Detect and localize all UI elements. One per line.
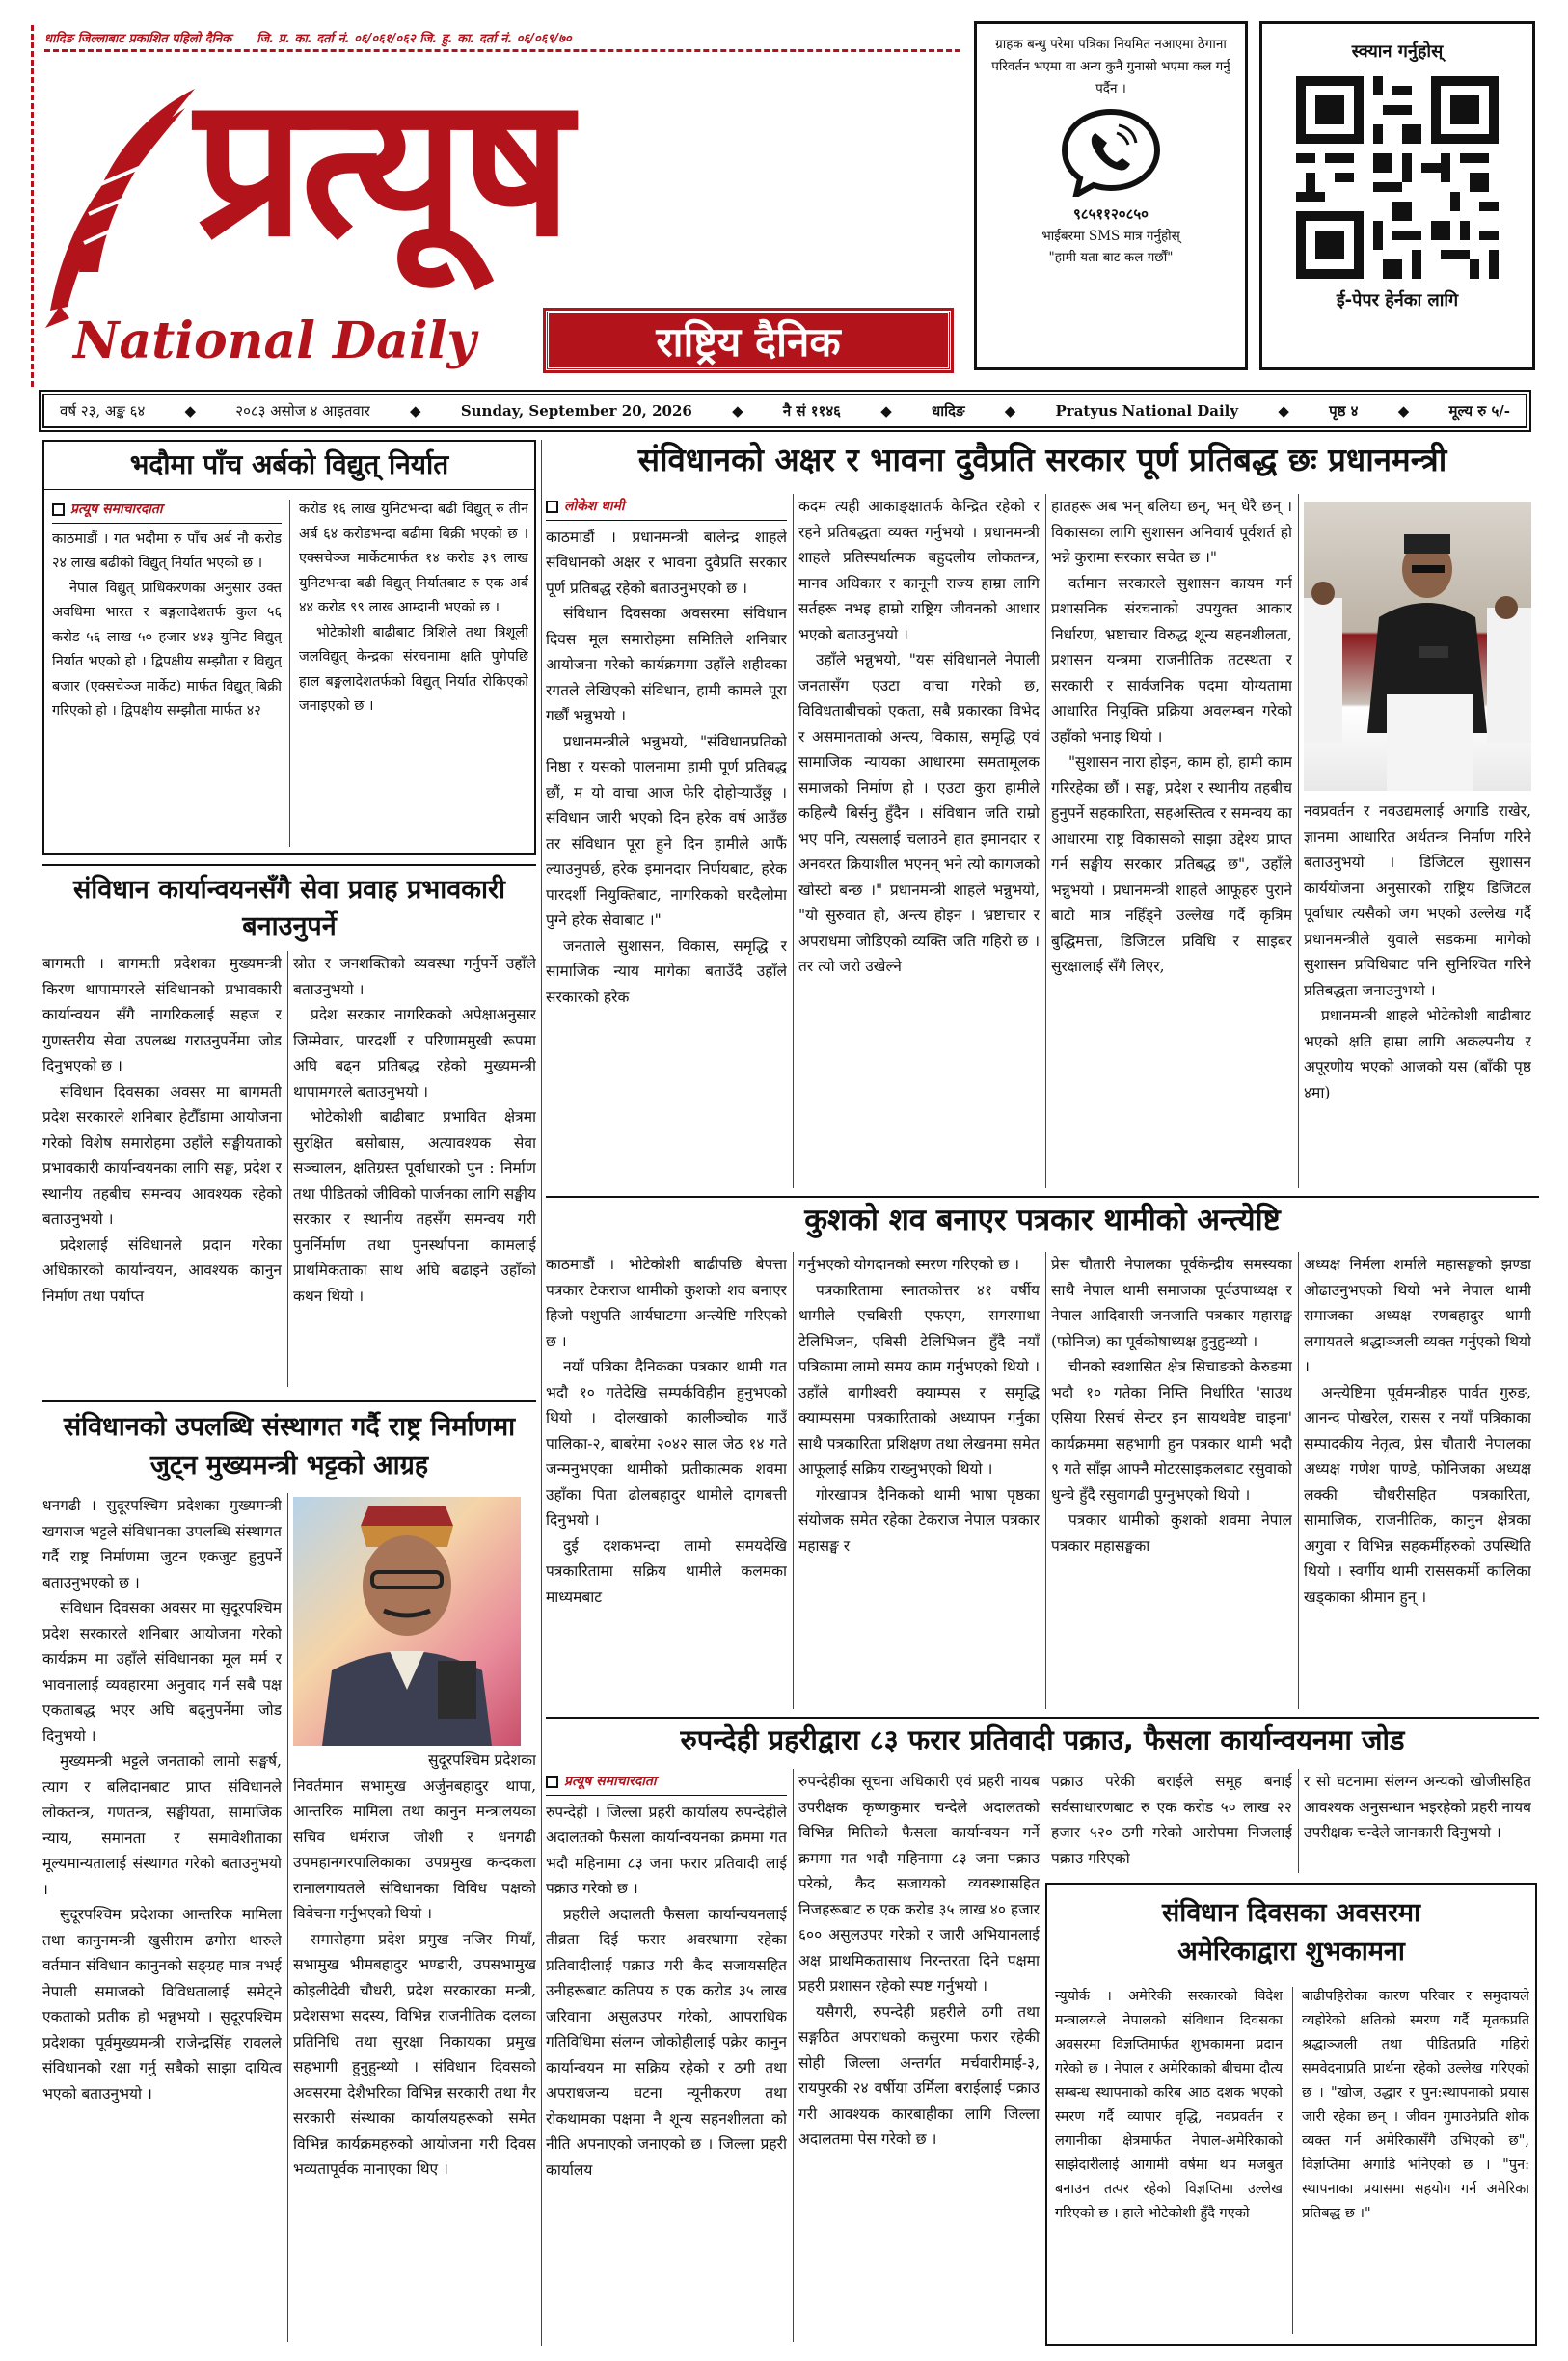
journalist-para-3: दुई दशकभन्दा लामो समयदेखि पत्रकारितामा सक्रिय थामीले कलमका माध्यमबाट (546, 1536, 787, 1606)
masthead-tagline: धादिङ जिल्लाबाट प्रकाशित पहिलो दैनिक (44, 31, 232, 46)
electricity-para-3: करोड १६ लाख युनिटभन्दा बढी विद्युत् रु तीन अर्ब ६४ करोडभन्दा बढीमा बिक्री भएको छ । एक्सचेञ्ज मार्केटमार्फत १४ करोड ३९ लाख युनिटभन्दा बढी विद्युत् निर्यातबाट रु एक अर्ब ४४ करोड ९९ लाख आम्दानी भएको छ । (299, 502, 528, 615)
headline-america: संविधान दिवसका अवसरमा अमेरिकाद्वारा शुभकामना (1161, 1898, 1421, 1967)
dateline-page: पृष्ठ ४ (1329, 402, 1359, 420)
qr-caption: ई-पेपर हेर्नका लागि (1336, 290, 1459, 311)
america-para-2: बाढीपहिरोका कारण परिवार र समुदायले व्यहोरेको क्षतिको स्मरण गर्दै मृतकप्रति श्रद्धाञ्जली तथा पीडितप्रति गहिरो समवेदनाप्रति प्रार्थना रहेको उल्लेख गरिएको छ । "खोज, उद्धार र पुन:स्थापनाको प्रयास जारी रहेका छन् । जीवन गुमाउनेप्रति शोक व्यक्त गर्न अमेरिकासँगै उभिएको छ", विज्ञप्तिमा अगाडि भनिएको छ । "पुन: स्थापनाका प्रयासमा सहयोग गर्न अमेरिका प्रतिबद्ध छ ।" (1302, 1989, 1529, 2221)
bagmati-para-5: प्रदेश सरकार नागरिकको अपेक्षाअनुसार जिम्मेवार, पारदर्शी र परिणाममुखी रूपमा अघि बढ्न प्रतिबद्ध रहेको मुख्यमन्त्री थापामगरले बताउनुभयो । (293, 1006, 536, 1100)
electricity-col-2 (299, 498, 528, 849)
rupandehi-col-2 (798, 1769, 1040, 2342)
constitution-pm-para-11: प्रधानमन्त्री शाहले भोटेकोशी बाढीबाट भएको क्षति हाम्रा लागि अकल्पनीय र अपूरणीय भएको आजको यस (बाँकी पृष्ठ ४मा) (1304, 1007, 1531, 1101)
masthead (31, 21, 962, 390)
constitution-pm-para-5: कदम त्यही आकाङ्क्षातर्फ केन्द्रित रहेको र रहने प्रतिबद्धता व्यक्त गर्नुभयो । प्रधानमन्त्री शाहले प्रतिस्पर्धात्मक बहुदलीय लोकतन्त्र, मानव अधिकार र कानूनी राज्य हाम्रा लागि सर्तहरू नभइ हाम्रो राष्ट्रिय जीवनको आधार भएको बताउनुभयो । (798, 498, 1040, 643)
rupandehi-para-6: र सो घटनामा संलग्न अन्यको खोजीसहित आवश्यक अनुसन्धान भइरहेको प्रहरी नायब उपरीक्षक चन्देले जानकारी दिनुभयो । (1304, 1773, 1531, 1841)
byline-electricity-text: प्रत्यूष समाचारदाता (70, 502, 163, 517)
america-col-1 (1055, 1985, 1283, 2338)
bagmati-para-6: भोटेकोशी बाढीबाट प्रभावित क्षेत्रमा सुरक्षित बसोबास, अत्यावश्यक सेवा सञ्चालन, क्षतिग्रस्त पूर्वाधारको पुन : निर्माण तथा पीडितको जीविको पार्जनका लागि सङ्घीय सरकार र स्थानीय तहसँग समन्वय गरी पुनर्निर्माण तथा पुनर्स्थापना कामलाई प्राथमिकताका साथ अघि बढाइने उहाँको कथन थियो । (293, 1108, 536, 1305)
qr-code-icon[interactable] (1296, 76, 1499, 279)
masthead-logo: प्रत्यूष (195, 53, 569, 280)
byline-constitution-pm-text: लोकेश धामी (564, 499, 625, 514)
sudurpaschim-para-6: समारोहमा प्रदेश प्रमुख नजिर मियाँ, सभामुख भीमबहादुर भण्डारी, उपसभामुख कोइलीदेवी चौधरी, प्रदेश सरकारका मन्त्री, प्रदेशसभा सदस्य, विभिन्न राजनीतिक दलका प्रतिनिधि तथा सुरक्षा निकायका प्रमुख सहभागी हुनुहुन्थ्यो । संविधान दिवसको अवसरमा देशैभरिका विभिन्न सरकारी तथा गैर सरकारी संस्थाका कार्यालयहरूको समेत विभिन्न कार्यक्रमहरुको आयोजना गरी दिवस भव्यतापूर्वक मानाएका थिए । (293, 1930, 536, 2178)
column-rule (1045, 1252, 1046, 1709)
constitution-pm-col-4 (1304, 799, 1531, 1219)
constitution-pm-col-3 (1051, 494, 1292, 1219)
column-rule (793, 1769, 794, 2342)
qr-title: स्क्यान गर्नुहोस् (1351, 41, 1444, 62)
constitution-pm-col-1 (546, 494, 787, 1219)
column-rule (1298, 1769, 1299, 1873)
byline-box-icon (546, 501, 558, 513)
byline-electricity (52, 498, 282, 524)
rupandehi-col-4 (1304, 1769, 1531, 1873)
column-rule (289, 500, 290, 847)
sudurpaschim-para-1: धनगढी । सुदूरपश्चिम प्रदेशका मुख्यमन्त्री खगराज भट्टले संविधानका उपलब्धि संस्थागत गर्दै राष्ट्र निर्माणमा जुटन एकजुट हुनुपर्ने बताउनुभएको छ । (42, 1497, 282, 1591)
column-rule (793, 1252, 794, 1709)
dateline-year: वर्ष २३, अङ्क ६४ (60, 402, 146, 420)
column-rule (1298, 1252, 1299, 1709)
rupandehi-col-3 (1051, 1769, 1292, 1873)
headline-bagmati: संविधान कार्यान्वयनसँगै सेवा प्रवाह प्रभावकारी बनाउनुपर्ने (72, 875, 506, 941)
byline-box-icon (546, 1776, 558, 1788)
journalist-col-2 (798, 1252, 1040, 1709)
masthead-subtitle: राष्ट्रिय दैनिक (656, 317, 841, 366)
masthead-subtitle-box (546, 311, 951, 370)
rupandehi-para-4: यसैगरी, रुपन्देही प्रहरीले ठगी तथा सङ्गठित अपराधको कसुरमा फरार रहेकी सोही जिल्ला अन्तर्गत मर्चवारीमाई-३, रायपुरकी २४ वर्षीया उर्मिला बराईलाई पक्राउ गरी आवश्यक कारबाहीका लागि जिल्ला अदालतमा पेस गरेको छ । (798, 2002, 1040, 2148)
constitution-pm-para-2: संविधान दिवसका अवसरमा संविधान दिवस मूल समारोहमा समितिले शनिबार आयोजना गरेको कार्यक्रममा उहाँले शहीदका रगतले लेखिएको संविधान, हामी कामले पूरा गर्छौं भन्नुभयो । (546, 605, 787, 724)
journalist-para-9: पत्रकार थामीको कुशको शवमा नेपाल पत्रकार महासङ्घका (1051, 1511, 1292, 1555)
quill-emblem-icon (41, 79, 204, 330)
qr-box (1259, 21, 1535, 370)
byline-box-icon (52, 503, 65, 516)
headline-journalist: कुशको शव बनाएर पत्रकार थामीको अन्त्येष्टि (804, 1203, 1281, 1237)
electricity-para-4: भोटेकोशी बाढीबाट त्रिशिले तथा त्रिशूली जलविद्युत् केन्द्रका संरचनामा क्षति पुगेपछि हाल बङ्गलादेशतर्फको विद्युत् निर्यात रोकिएको जनाइएको छ । (299, 624, 528, 714)
notice-text: ग्राहक बन्धु परेमा पत्रिका नियमित नआएमा ठेगाना परिवर्तन भएमा वा अन्य कुनै गुनासो भएमा कल गर्नु पर्दैन । (991, 37, 1230, 96)
rupandehi-para-1: रुपन्देही । जिल्ला प्रहरी कार्यालय रुपन्देहीले अदालतको फैसला कार्यान्वयनका क्रममा गत भदौ महिनामा ८३ जना फरार प्रतिवादी लाई पक्राउ गरेको छ । (546, 1803, 787, 1897)
electricity-para-1: काठमाडौं । गत भदौमा रु पाँच अर्ब नौ करोड २४ लाख बढीको विद्युत् निर्यात भएको छ । (52, 530, 282, 571)
sudurpaschim-para-4: सुदूरपश्चिम प्रदेशका आन्तरिक मामिला तथा कानुनमन्त्री खुसीराम ढगोरा थारुले वर्तमान संविधान कानुनको सङ्ग्रह मात्र नभई नेपाली समाजको विविधतालाई समेट्ने एकताको प्रतीक हो भन्नुभयो । सुदूरपश्चिम प्रदेशका पूर्वमुख्यमन्त्री राजेन्द्रसिंह रावलले संविधानको रक्षा गर्नु सबैको साझा दायित्व भएको बताउनुभयो । (42, 1906, 282, 2103)
dateline-reg-no: नै सं ११४६ (782, 402, 841, 420)
bagmati-col-1 (42, 951, 282, 1387)
column-rule (1292, 1987, 1293, 2334)
journalist-para-4: गर्नुभएको योगदानको स्मरण गरिएको छ । (798, 1256, 1020, 1273)
sudurpaschim-col-2 (293, 1748, 536, 2342)
section-rule (546, 1717, 1539, 1719)
byline-rupandehi (546, 1769, 787, 1796)
journalist-col-3 (1051, 1252, 1292, 1709)
section-rule (42, 864, 536, 866)
sudurpaschim-para-5: निवर्तमान सभामुख अर्जुनबहादुर थापा, आन्तरिक मामिला तथा कानुन मन्त्रालयका सचिव धर्मराज जोशी र धनगढी उपमहानगरपालिकाका उपप्रमुख कन्दकला रानालगायतले संविधानका विविध पक्षको विवेचना गर्नुभएको थियो । (293, 1777, 536, 1922)
notice-box (974, 21, 1248, 370)
dateline-paper-name: Pratyus National Daily (1055, 402, 1239, 420)
dateline-place: धादिङ (931, 402, 965, 420)
sudurpaschim-col-1 (42, 1493, 282, 2342)
journalist-para-10: अध्यक्ष निर्मला शर्माले महासङ्घको झण्डा ओढाउनुभएको थियो भने नेपाल थामी समाजका अध्यक्ष रणबहादुर थामी लगायतले श्रद्धाञ्जली व्यक्त गर्नुएको थियो । (1304, 1256, 1531, 1375)
dateline-price: मूल्य रु ५/- (1448, 402, 1510, 420)
electricity-col-1 (52, 498, 282, 849)
journalist-col-1 (546, 1252, 787, 1709)
journalist-col-4 (1304, 1252, 1531, 1709)
constitution-pm-para-10: नवप्रवर्तन र नवउद्यमलाई अगाडि राखेर, ज्ञानमा आधारित अर्थतन्त्र निर्माण गरिने बताउनुभयो । डिजिटल सुशासन कार्ययोजना अनुसारको राष्ट्रिय डिजिटल पूर्वाधार त्यसैको जग भएको उल्लेख गर्दै प्रधानमन्त्रीले युवाले सडकमा मागेको सुशासन प्रविधिबाट पनि सुनिश्चित गरिने प्रतिबद्धता जनाउनुभयो । (1304, 802, 1531, 999)
rupandehi-para-2: प्रहरीले अदालती फैसला कार्यान्वयनलाई तीव्रता दिई फरार अवस्थामा रहेका प्रतिवादीलाई पक्राउ गरी कैद सजायसहित उनीहरूबाट कतिपय रु एक करोड ३५ लाख जरिवाना असुलउपर गरेको, आपराधिक गतिविधिमा संलग्न जोकोहीलाई पक्रेर कानुन कार्यान्वयन मा सक्रिय रहेको र ठगी तथा अपराधजन्य घटना न्यूनीकरण तथा रोकथामका पक्षमा नै शून्य सहनशीलता को नीति अपनाएको जनाएको छ । जिल्ला प्रहरी कार्यालय (546, 1905, 787, 2179)
bagmati-para-3: प्रदेशलाई संविधानले प्रदान गरेका अधिकारको कार्यान्वयन, आवश्यक कानुन निर्माण तथा पर्याप्त (42, 1235, 282, 1305)
journalist-para-7: प्रेस चौतारी नेपालका पूर्वकेन्द्रीय समस्यका साथै नेपाल थामी समाजका पूर्वउपाध्यक्ष र नेपाल आदिवासी जनजाति पत्रकार महासङ्घ (फोनिज) का पूर्वकोषाध्यक्ष हुनुहुन्थ्यो । (1051, 1256, 1292, 1350)
byline-rupandehi-text: प्रत्यूष समाचारदाता (564, 1774, 657, 1789)
column-rule (1298, 494, 1299, 1188)
constitution-pm-para-6: उहाँले भन्नुभयो, "यस संविधानले नेपाली जनतासँग एउटा वाचा गरेको छ, विविधताबीचको एकता, सबै प्रकारका विभेद र असमानताको अन्त्य, विकास, समृद्धि एवं सामाजिक न्यायका आधारमा समतामूलक समाजको निर्माण हो । एउटा कुरा हामीले कहिल्यै बिर्सनु हुँदैन । संविधान जति राम्रो भए पनि, त्यसलाई चलाउने हात इमानदार र अनवरत क्रियाशील भएनन् भने त्यो कागजको खोस्टो बन्छ ।" प्रधानमन्त्री शाहले भन्नुभयो, "यो सुरुवात हो, अन्त्य होइन । भ्रष्टाचार र अपराधमा जोडिएको व्यक्ति जति गहिरो छ । तर त्यो जरो उखेल्ने (798, 651, 1040, 975)
dateline-nepali-date: २०८३ असोज ४ आइतवार (235, 402, 370, 420)
constitution-pm-para-4: जनताले सुशासन, विकास, समृद्धि र सामाजिक न्याय मागेका बताउँदै उहाँले सरकारको हरेक (546, 936, 787, 1006)
article-america (1045, 1883, 1537, 2346)
article-electricity (42, 440, 536, 855)
dateline-english-date: Sunday, September 20, 2026 (460, 402, 692, 420)
sudurpaschim-para-2: संविधान दिवसका अवसर मा सुदूरपश्चिम प्रदेश सरकारले शनिबार आयोजना गरेको कार्यक्रम मा उहाँले संविधानका मूल मर्म र भावनालाई व्यवहारमा अनुवाद गर्न सबै पक्ष एकताबद्ध भएर अघि बढ्नुपर्नेमा जोड दिनुभयो । (42, 1599, 282, 1745)
photo-chief-minister (293, 1497, 521, 1746)
bagmati-para-4: स्रोत र जनशक्तिको व्यवस्था गर्नुपर्ने उहाँले बताउनुभयो । (293, 955, 536, 998)
photo-pm-figure (1304, 502, 1531, 791)
constitution-pm-col-2 (798, 494, 1040, 1219)
america-col-2 (1302, 1985, 1529, 2338)
sudurpaschim-para-3: मुख्यमन्त्री भट्टले जनताको लामो सङ्घर्ष, त्याग र बलिदानबाट प्राप्त संविधानले लोकतन्त्र, गणतन्त्र, सङ्घीयता, सामाजिक न्याय, समानता र समावेशीताका मूल्यमान्यतालाई संस्थागत गरेको बताउनुभयो । (42, 1752, 282, 1898)
journalist-para-8: चीनको स्वशासित क्षेत्र सिचाङको केरुङमा भदौ १० गतेका निम्ति निर्धारित 'साउथ एसिया रिसर्च सेन्टर इन सायथवेष्ट चाइना' कार्यक्रममा सहभागी हुन पत्रकार थामी भदौ ९ गते साँझ आफ्नै मोटरसाइकलबाट रसुवाको धुन्चे हुँदै रसुवागढी पुग्नुभएको थियो । (1051, 1358, 1292, 1504)
column-rule (793, 494, 794, 1188)
masthead-registration: जि. प्र. का. दर्ता नं. ०६/०६१/०६२ जि. हु. का. दर्ता नं. ०६/०६९/७० (257, 31, 572, 46)
journalist-para-5: पत्रकारितामा स्नातकोत्तर ४१ वर्षीय थामीले एचबिसी एफएम, सगरमाथा टेलिभिजन, एबिसी टेलिभिजन हुँदै नयाँ पत्रिकामा लामो समय काम गर्नुभएको थियो । उहाँले बागीश्वरी क्याम्पस र समृद्धि क्याम्पसमा पत्रकारिताको अध्यापन गर्नुका साथै पत्रकारिता प्रशिक्षण तथा लेखनमा समेत आफूलाई सक्रिय राख्नुभएको थियो । (798, 1281, 1040, 1478)
electricity-para-2: नेपाल विद्युत् प्राधिकरणका अनुसार उक्त अवधिमा भारत र बङ्गलादेशतर्फ कुल ५६ करोड ५६ लाख ५० हजार ४४३ युनिट विद्युत् निर्यात भएको हो । द्विपक्षीय सम्झौता र विद्युत् बजार (एक्सचेञ्ज मार्केट) मार्फत विद्युत् बिक्री गरिएको हो । द्विपक्षीय सम्झौता मार्फत ४२ (52, 580, 282, 719)
headline-constitution-pm: संविधानको अक्षर र भावना दुवैप्रति सरकार पूर्ण प्रतिबद्ध छः प्रधानमन्त्री (637, 441, 1447, 478)
headline-sudurpaschim: संविधानको उपलब्धि संस्थागत गर्दै राष्ट्र निर्माणमा जुट्न मुख्यमन्त्री भट्टको आग्रह (63, 1412, 516, 1480)
section-rule (42, 1400, 536, 1402)
america-para-1: न्युयोर्क । अमेरिकी सरकारको विदेश मन्त्रालयले नेपालको संविधान दिवसका अवसरमा विज्ञप्तिमार्फत शुभकामना प्रदान गरेको छ । नेपाल र अमेरिकाको बीचमा दौत्य सम्बन्ध स्थापनाको करिब आठ दशक भएको स्मरण गर्दै व्यापार वृद्धि, नवप्रवर्तन र लगानीका क्षेत्रमार्फत नेपाल-अमेरिकाको साझेदारीलाई आगामी वर्षमा थप मजबुत बनाउन तत्पर रहेको विज्ञप्तिमा उल्लेख गरिएको छ । हाले भोटेकोशी हुँदै गएको (1055, 1989, 1283, 2221)
bagmati-para-1: बागमती । बागमती प्रदेशका मुख्यमन्त्री किरण थापामगरले संविधानको प्रभावकारी कार्यान्वयन सँगै नागरिकलाई सहज र गुणस्तरीय सेवा उपलब्ध गराउनुपर्नेमा जोड दिनुभएको छ । (42, 955, 282, 1074)
sudurpaschim-photo-caption: सुदूरपश्चिम प्रदेशका (427, 1751, 536, 1769)
constitution-pm-para-3: प्रधानमन्त्रीले भन्नुभयो, "संविधानप्रतिको निष्ठा र यसको पालनामा हामी पूर्ण प्रतिबद्ध छौं, म यो वाचा आज फेरि दोहोर्‍याउँछु । संविधान जारी भएको दिन हरेक वर्ष आउँछ तर संविधान पूरा हुने दिन हामीले आफैं ल्याउनुपर्छ, हरेक इमानदार निर्णयबाट, हरेक पारदर्शी नियुक्तिबाट, नागरिकको घरदैलोमा पुग्ने हरेक सेवाबाट ।" (546, 732, 787, 929)
photo-prime-minister (1304, 502, 1531, 791)
masthead-left-border (31, 25, 37, 387)
constitution-pm-para-7: हातहरू अब भन् बलिया छन्, भन् धेरै छन् । विकासका लागि सुशासन अनिवार्य पूर्वशर्त हो भन्ने कुरामा सरकार सचेत छ ।" (1051, 498, 1292, 566)
dateline-bar: वर्ष २३, अङ्क ६४ ◆ २०८३ असोज ४ आइतवार ◆ Sunday, September 20, 2026 ◆ नै सं ११४६ ◆ धादिङ ◆ Pratyus National Daily ◆ पृष्ठ ४ ◆ मूल्य रु ५/- (39, 390, 1531, 432)
masthead-bottom-bar (73, 311, 959, 370)
rupandehi-para-3: रुपन्देहीका सूचना अधिकारी एवं प्रहरी नायब उपरीक्षक कृष्णकुमार चन्देले अदालतको विभिन्न मितिको फैसला कार्यान्वयन गर्ने क्रममा गत भदौ महिनामा ८३ जना पक्राउ परेको, कैद सजायको व्यवस्थासहित निजहरूबाट रु एक करोड ३५ लाख ४० हजार ६०० असुलउपर गरेको र जारी अभियानलाई अक्ष प्राथमिकतासाथ निरन्तरता दिने पक्षमा प्रहरी प्रशासन रहेको स्पष्ट गर्नुभयो । (798, 1773, 1040, 1995)
rupandehi-col-1 (546, 1769, 787, 2342)
journalist-para-6: गोरखापत्र दैनिकको थामी भाषा पृष्ठका संयोजक समेत रहेका टेकराज नेपाल पत्रकार महासङ्घ र (798, 1485, 1040, 1555)
rupandehi-para-5: पक्राउ परेकी बराईले समूह बनाई सर्वसाधारणबाट रु एक करोड ५० लाख २२ हजार ५२० ठगी गरेको आरोपमा निजलाई पक्राउ गरिएको (1051, 1773, 1292, 1867)
headline-electricity: भदौमा पाँच अर्बको विद्युत् निर्यात (44, 442, 534, 490)
byline-constitution-pm (546, 494, 787, 521)
constitution-pm-para-8: वर्तमान सरकारले सुशासन कायम गर्न प्रशासनिक संरचनाको उपयुक्त आकार निर्धारण, भ्रष्टाचार विरुद्ध शून्य सहनशीलता, प्रशासन यन्त्रमा राजनीतिक तटस्थता र सरकारी र सार्वजनिक पदमा योग्यतामा आधारित नियुक्ति प्रक्रिया अवलम्बन गरेको उहाँको भनाइ थियो । (1051, 574, 1292, 746)
masthead-english-name: National Daily (73, 311, 476, 370)
column-rule (541, 440, 542, 2346)
section-rule (546, 1196, 1539, 1198)
notice-slogan: "हामी यता बाट कल गर्छौं" (1048, 250, 1174, 265)
notice-phone: ९८५११२०८५० (1072, 205, 1149, 223)
journalist-para-1: काठमाडौं । भोटेकोशी बाढीपछि बेपत्ता पत्रकार टेकराज थामीको कुशको शव बनाएर हिजो पशुपति आर्यघाटमा अन्त्येष्टि गरिएको छ । (546, 1256, 787, 1350)
bagmati-para-2: संविधान दिवसका अवसर मा बागमती प्रदेश सरकारले शनिबार हेटौँडामा आयोजना गरेको विशेष समारोहमा उहाँले सङ्घीयताको प्रभावकारी कार्यान्वयनका लागि सङ्घ, प्रदेश र स्थानीय तहबीच समन्वय आवश्यक रहेको बताउनुभयो । (42, 1082, 282, 1228)
constitution-pm-para-1: काठमाडौं । प्रधानमन्त्री बालेन्द्र शाहले संविधानको अक्षर र भावना दुवैप्रति सरकार पूर्ण प्रतिबद्ध रहेको बताउनुभएको छ । (546, 528, 787, 597)
bagmati-col-2 (293, 951, 536, 1387)
photo-cm-figure (293, 1497, 521, 1746)
column-rule (287, 1493, 288, 2342)
phone-icon (1061, 108, 1161, 197)
journalist-para-2: नयाँ पत्रिका दैनिकका पत्रकार थामी गत भदौ १० गतेदेखि सम्पर्कविहीन हुनुभएको थियो । दोलखाको कालीञ्चोक गाउँ पालिका-२, बाबरेमा २०४२ साल जेठ १४ गते जन्मनुभएका थामीको प्रतीकात्मक शवमा उहाँका पिता ढोलबहादुर थामीले दागबत्ती दिनुभयो । (546, 1358, 787, 1529)
column-rule (287, 951, 288, 1387)
notice-sms-note: भाईबरमा SMS मात्र गर्नुहोस् (1041, 229, 1180, 244)
column-rule (1045, 494, 1046, 1188)
headline-rupandehi: रुपन्देही प्रहरीद्वारा ८३ फरार प्रतिवादी पक्राउ, फैसला कार्यान्वयनमा जोड (680, 1723, 1405, 1756)
constitution-pm-para-9: "सुशासन नारा होइन, काम हो, हामी काम गरिरहेका छौं । सङ्घ, प्रदेश र स्थानीय तहबीच हुनुपर्ने सहकारिता, सहअस्तित्व र समन्वय का आधारमा राष्ट्र विकासको साझा उद्देश्य प्राप्त गर्न सङ्घीय सरकार प्रतिबद्ध छ", उहाँले भन्नुभयो । प्रधानमन्त्री शाहले आफूहरु पुराने बाटो मात्र नहिँड्ने उल्लेख गर्दै कृत्रिम बुद्धिमत्ता, डिजिटल प्रविधि र साइबर सुरक्षालाई सँगै लिएर, (1051, 753, 1292, 975)
journalist-para-11: अन्त्येष्टिमा पूर्वमन्त्रीहरु पार्वत गुरुङ, आनन्द पोखरेल, रासस र नयाँ पत्रिकाका सम्पादकीय नेतृत्व, प्रेस चौतारी नेपालका अध्यक्ष गणेश पाण्डे, फोनिजका अध्यक्ष लक्की चौधरीसहित पत्रकारिता, सामाजिक, राजनीतिक, कानुन क्षेत्रका अगुवा र विभिन्न सहकर्मीहरुको उपस्थिति थियो । स्वर्गीय थामी राससकर्मी कालिका खड्काका श्रीमान हुन् । (1304, 1383, 1531, 1606)
